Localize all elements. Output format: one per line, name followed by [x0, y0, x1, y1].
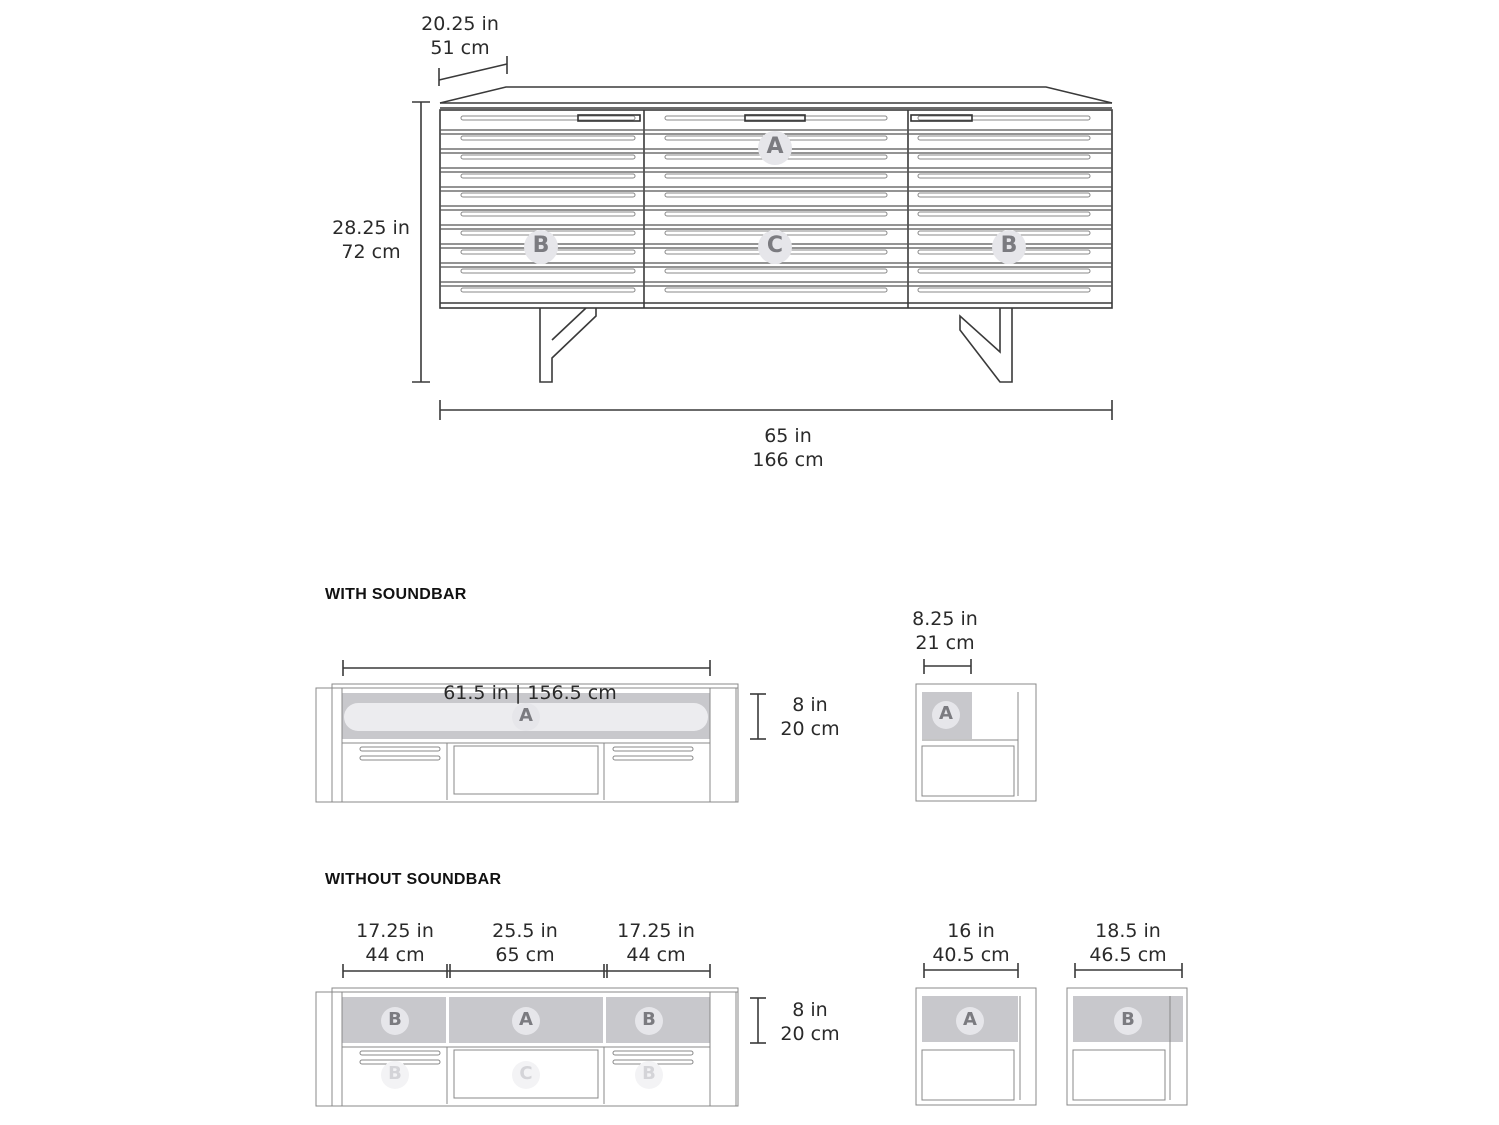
badge-top-2: A	[519, 1009, 533, 1030]
badge-b-right: B	[1000, 233, 1018, 258]
no-soundbar-height-cm: 20 cm	[780, 1023, 840, 1045]
depth-in: 20.25 in	[421, 13, 499, 35]
badge-bottom-3: B	[642, 1063, 656, 1084]
depth-dimension	[400, 12, 520, 60]
height-dimension	[316, 216, 426, 264]
side-b-badge: B	[1121, 1009, 1135, 1030]
badge-bottom-1: B	[388, 1063, 402, 1084]
width-in: 65 in	[764, 425, 812, 447]
soundbar-side-width-dimension	[895, 607, 995, 655]
segment-2-dimension	[475, 919, 575, 967]
badge-top-3: B	[642, 1009, 656, 1030]
side-b-width-dimension	[1078, 919, 1178, 967]
height-in: 28.25 in	[332, 217, 410, 239]
segment-3-dimension	[606, 919, 706, 967]
soundbar-side-badge-a: A	[939, 703, 953, 724]
side-a-cm: 40.5 cm	[932, 944, 1010, 966]
badge-a-top: A	[766, 134, 784, 159]
badge-bottom-2: C	[519, 1063, 533, 1084]
no-soundbar-height-dimension	[770, 998, 850, 1046]
width-dimension	[728, 424, 848, 472]
height-cm: 72 cm	[341, 241, 401, 263]
side-b-cm: 46.5 cm	[1089, 944, 1167, 966]
badge-c-center: C	[766, 233, 784, 258]
segment-3-cm: 44 cm	[626, 944, 686, 966]
soundbar-side-in: 8.25 in	[912, 608, 978, 630]
depth-cm: 51 cm	[430, 37, 490, 59]
side-a-badge: A	[963, 1009, 977, 1030]
segment-1-dimension	[345, 919, 445, 967]
soundbar-height-in: 8 in	[792, 694, 828, 716]
segment-1-in: 17.25 in	[356, 920, 434, 942]
with-soundbar-heading: WITH SOUNDBAR	[325, 586, 467, 603]
soundbar-height-dimension	[770, 693, 850, 741]
width-cm: 166 cm	[752, 449, 824, 471]
badge-b-left: B	[532, 233, 550, 258]
soundbar-height-cm: 20 cm	[780, 718, 840, 740]
no-soundbar-height-in: 8 in	[792, 999, 828, 1021]
badge-top-1: B	[388, 1009, 402, 1030]
segment-3-in: 17.25 in	[617, 920, 695, 942]
segment-2-in: 25.5 in	[492, 920, 558, 942]
side-b-in: 18.5 in	[1095, 920, 1161, 942]
soundbar-badge-a: A	[519, 705, 533, 726]
without-soundbar-heading: WITHOUT SOUNDBAR	[325, 871, 502, 888]
segment-1-cm: 44 cm	[365, 944, 425, 966]
side-a-width-dimension	[921, 919, 1021, 967]
segment-2-cm: 65 cm	[495, 944, 555, 966]
side-a-in: 16 in	[947, 920, 995, 942]
soundbar-side-cm: 21 cm	[915, 632, 975, 654]
soundbar-width: 61.5 in | 156.5 cm	[443, 682, 617, 704]
